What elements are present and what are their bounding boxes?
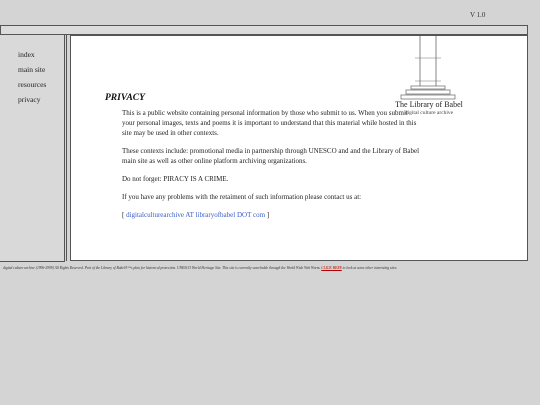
sidebar-divider [66, 35, 67, 261]
version-label: V 1.0 [470, 11, 486, 19]
sidebar-item-privacy[interactable]: privacy [18, 95, 41, 104]
contact-bracket-open: [ [122, 211, 127, 219]
footer-suffix: to look at some other interesting sites. [341, 266, 398, 270]
footer-text: digital culture archive (1996-2999) All Rights Reserved. Part of the Library of Babel®™s plan for historical protection. UNESCO World Heritage Site. This site is currently searchable through the World Wide Web Worm. [3, 266, 322, 270]
paragraph-contact: If you have any problems with the retaiment of such information please contact us at: [122, 193, 362, 201]
footer [3, 266, 537, 270]
paragraph-piracy: Do not forget: PIRACY IS A CRIME. [122, 175, 229, 183]
page-title: PRIVACY [105, 93, 145, 104]
contact-email-link[interactable]: digitalculturearchive AT libraryofbabel DOT com [126, 211, 266, 219]
column-icon [393, 36, 465, 100]
privacy-content [122, 108, 422, 228]
sidebar-item-index[interactable]: index [18, 50, 35, 59]
contact-bracket-close: ] [265, 211, 270, 219]
sidebar-item-resources[interactable]: resources [18, 80, 47, 89]
logo-title: The Library of Babel [395, 100, 463, 109]
paragraph-contexts: These contexts include: promotional media in partnership through UNESCO and and the Library of Babel main site as well as other online platform archiving organizations. [122, 147, 420, 165]
footer-click-here-link[interactable]: CLICK HERE [321, 266, 342, 270]
top-bar [0, 25, 528, 35]
main-panel [70, 35, 528, 261]
sidebar-menu [18, 47, 46, 107]
sidebar-item-main-site[interactable]: main site [18, 65, 46, 74]
sidebar [0, 35, 65, 262]
paragraph-public-website: This is a public website containing personal information by those who submit to us. When you submit your personal images, texts and poems it is important to understand that this material while hosted in this site may be used in other contexts. [122, 109, 417, 137]
contact-line [122, 210, 422, 220]
logo-subtitle: digital culture archive [404, 110, 454, 116]
